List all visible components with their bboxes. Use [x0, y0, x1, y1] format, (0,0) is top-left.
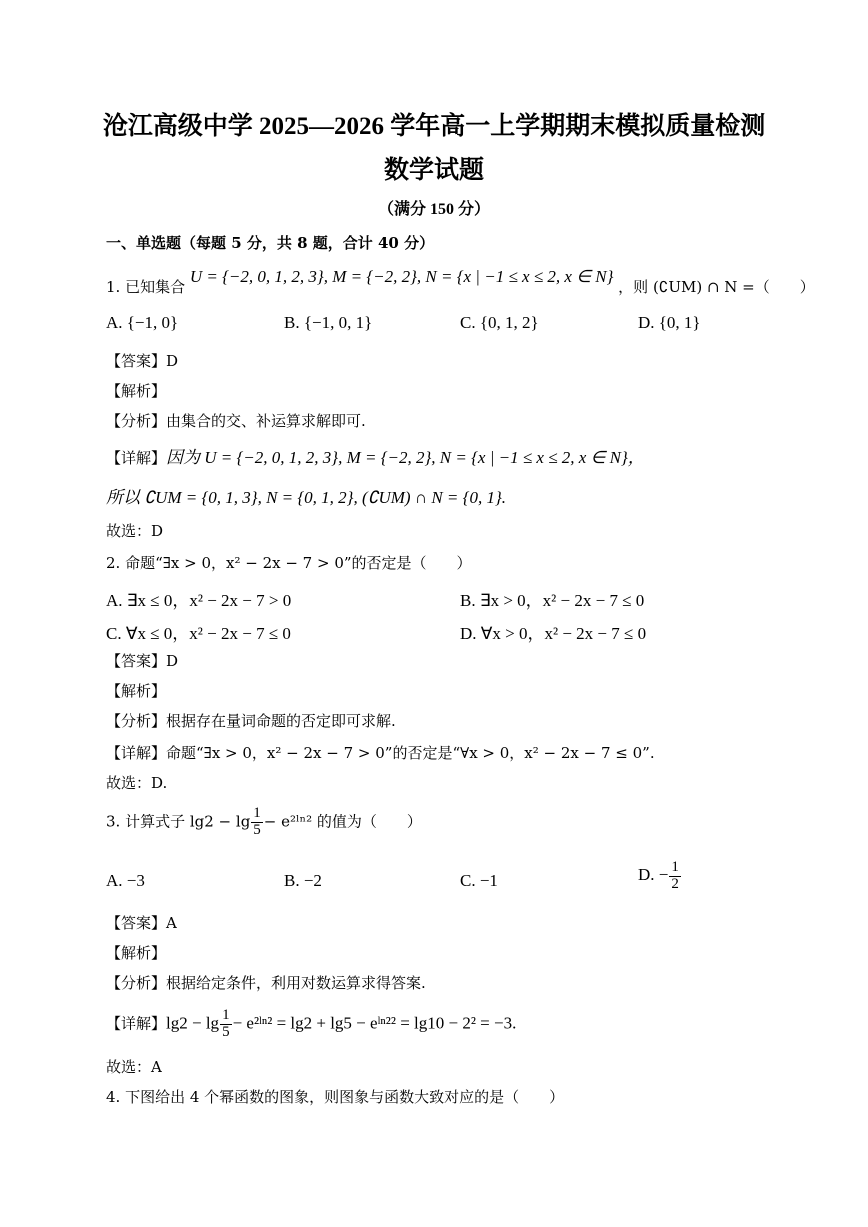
q3-number: 3. 计算式子 lg2 − lg [106, 812, 251, 831]
q3-fenxi [106, 972, 426, 993]
q3-option-c: C. −1 [460, 871, 498, 890]
q1-number: 1. 已知集合 [106, 278, 186, 296]
choice-label: 故选： [106, 1058, 152, 1076]
q2-option-d: D. ∀x > 0，x² − 2x − 7 ≤ 0 [460, 624, 647, 643]
q3-optd-numerator: 1 [671, 859, 679, 875]
fenxi-text: 由集合的交、补运算求解即可. [166, 412, 366, 430]
q2-option-c: C. ∀x ≤ 0，x² − 2x − 7 ≤ 0 [106, 624, 291, 643]
q3-frac-numerator: 1 [253, 805, 261, 821]
q1-choice [106, 520, 163, 541]
q3-option-b: B. −2 [284, 871, 322, 890]
q3-xj-numerator: 1 [222, 1007, 230, 1023]
answer-value: D [166, 352, 179, 370]
section-heading: 一、单选题（每题 5 分，共 8 题，合计 40 分） [106, 234, 435, 252]
xiangjie-pre: lg2 − lg [166, 1013, 220, 1033]
q2-option-a: A. ∃x ≤ 0，x² − 2x − 7 > 0 [106, 591, 292, 610]
answer-value: A [166, 914, 177, 932]
q1-sets: U = {−2, 0, 1, 2, 3}, M = {−2, 2}, N = {x | −1 ≤ x ≤ 2, x ∈ N} [189, 267, 614, 286]
exam-title: 沧江高级中学 2025—2026 学年高一上学期期末模拟质量检测 [102, 113, 766, 140]
fenxi-label: 【分析】 [106, 974, 167, 992]
q1-option-b: B. {−1, 0, 1} [284, 313, 373, 332]
q3-option-d-prefix: D. − [638, 865, 669, 885]
answer-value: D [166, 652, 179, 670]
choice-value: D [151, 522, 164, 540]
q2-answer [106, 650, 178, 671]
fenxi-text: 根据存在量词命题的否定即可求解. [166, 712, 396, 730]
q2-stem: 2. 命题“∃x > 0，x² − 2x − 7 > 0”的否定是（ ） [106, 554, 472, 572]
answer-label: 【答案】 [106, 652, 167, 670]
xiangjie-label: 【详解】 [106, 449, 167, 467]
q2-analysis-label: 【解析】 [106, 682, 167, 700]
q3-option-d-fraction [669, 860, 681, 893]
fenxi-text: 根据给定条件，利用对数运算求得答案. [166, 974, 426, 992]
xiangjie-label: 【详解】 [106, 1014, 167, 1033]
choice-label: 故选： [106, 522, 152, 540]
q2-option-b: B. ∃x > 0，x² − 2x − 7 ≤ 0 [460, 591, 645, 610]
full-score: （满分 150 分） [377, 201, 490, 218]
q3-frac-denominator: 5 [253, 821, 261, 838]
fenxi-label: 【分析】 [106, 712, 167, 730]
xiangjie-post: − e²ˡⁿ² = lg2 + lg5 − eˡⁿ²² = lg10 − 2² = −3. [232, 1013, 517, 1033]
q3-fraction [251, 806, 263, 839]
xiangjie-text: 命题“∃x > 0，x² − 2x − 7 > 0”的否定是“∀x > 0，x² − 2x − 7 ≤ 0”. [166, 744, 655, 762]
choice-value: A [151, 1058, 162, 1076]
q4-stem: 4. 下图给出 4 个幂函数的图象，则图象与函数大致对应的是（ ） [106, 1088, 565, 1106]
q3-choice [106, 1056, 162, 1077]
q2-fenxi [106, 710, 396, 731]
q1-xiangjie [106, 443, 645, 468]
q3-optd-denominator: 2 [671, 875, 679, 892]
q3-option-a: A. −3 [106, 871, 145, 890]
fenxi-label: 【分析】 [106, 412, 167, 430]
q3-analysis-label: 【解析】 [106, 944, 167, 962]
q3-stem [106, 806, 422, 839]
xiangjie-text: 因为 U = {−2, 0, 1, 2, 3}, M = {−2, 2}, N = {x | −1 ≤ x ≤ 2, x ∈ N}， [166, 448, 645, 467]
q3-tail: − e²ˡⁿ² 的值为（ ） [263, 812, 422, 831]
q1-option-a: A. {−1, 0} [106, 313, 179, 332]
q1-option-d: D. {0, 1} [638, 313, 701, 332]
xiangjie-label: 【详解】 [106, 744, 167, 762]
answer-label: 【答案】 [106, 352, 167, 370]
choice-label: 故选： [106, 774, 152, 792]
q1-fenxi [106, 410, 366, 431]
q1-analysis-label: 【解析】 [106, 382, 167, 400]
q1-xiangjie-2: 所以 ∁UM = {0, 1, 3}, N = {0, 1, 2}, (∁UM) ∩ N = {0, 1}. [106, 488, 506, 507]
q3-xj-fraction [220, 1008, 232, 1041]
q1-stem [106, 267, 815, 297]
q2-choice [106, 772, 167, 793]
q3-option-d [638, 860, 682, 893]
choice-value: D. [151, 774, 168, 792]
q1-tail: ，则 (∁UM) ∩ N =（ ） [618, 278, 815, 296]
q1-option-c: C. {0, 1, 2} [460, 313, 539, 332]
q3-answer [106, 912, 177, 933]
q3-xj-denominator: 5 [222, 1023, 230, 1040]
q2-xiangjie [106, 742, 655, 763]
subject-title: 数学试题 [383, 157, 484, 184]
answer-label: 【答案】 [106, 914, 167, 932]
q3-xiangjie [106, 1008, 516, 1041]
q1-answer [106, 350, 178, 371]
